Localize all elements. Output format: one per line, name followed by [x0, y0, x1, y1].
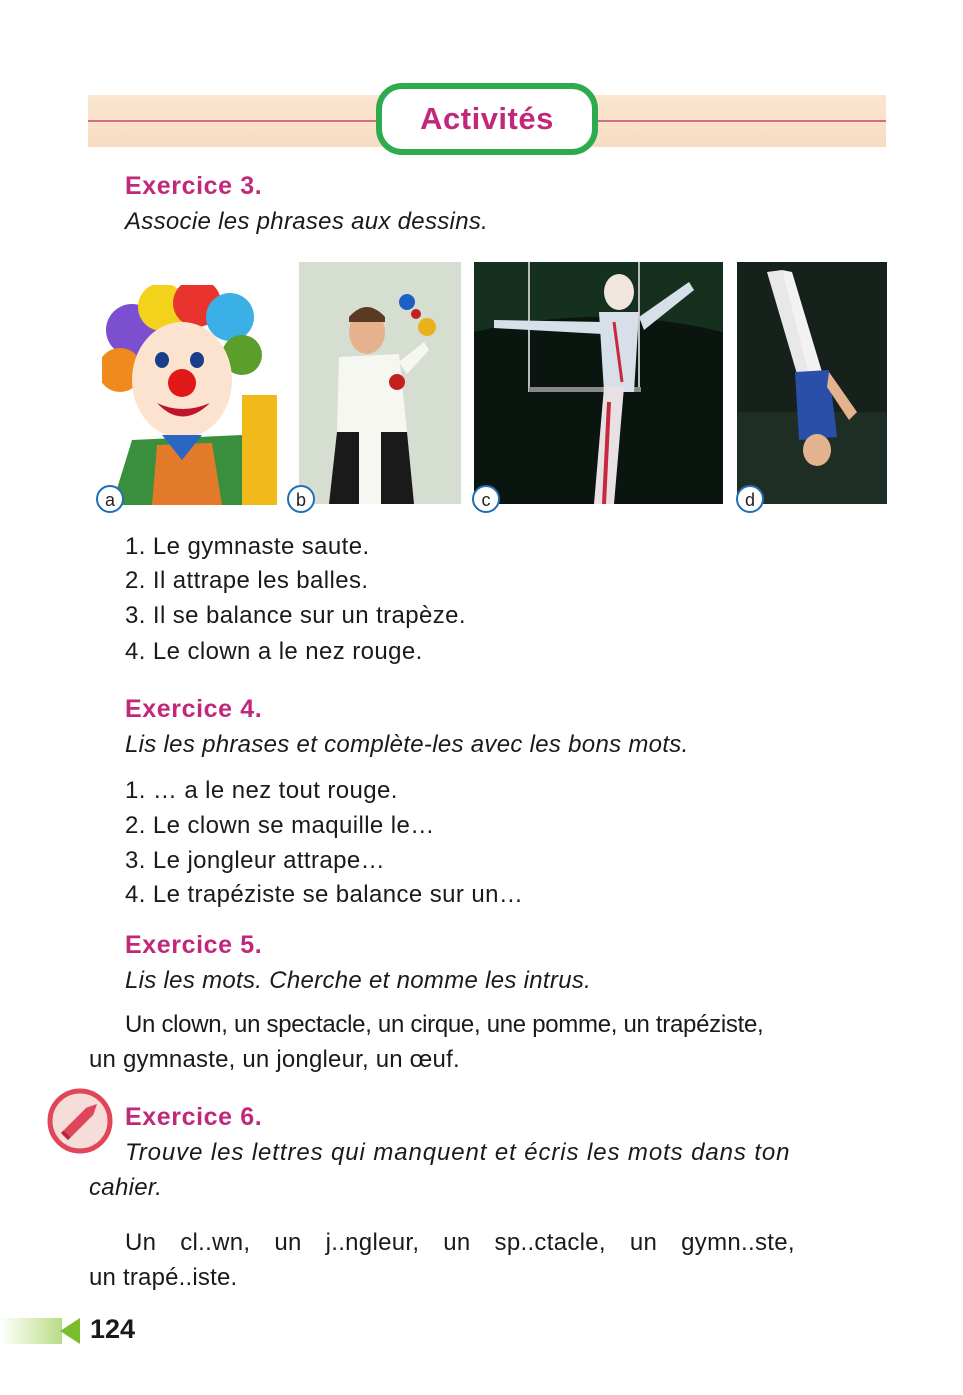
exercise-6-words-line-1: Un cl..wn, un j..ngleur, un sp..ctacle, un gymn..ste,	[125, 1229, 795, 1256]
page-number: 124	[90, 1314, 136, 1344]
footer-bar	[0, 1318, 62, 1344]
ex3-item-3: 3. Il se balance sur un trapèze.	[125, 602, 466, 629]
image-label-d: d	[736, 485, 764, 513]
exercise-6-title: Exercice 6.	[125, 1103, 263, 1131]
ex4-item-4: 4. Le trapéziste se balance sur un…	[125, 881, 524, 908]
ex4-item-1: 1. … a le nez tout rouge.	[125, 777, 398, 804]
exercise-5-instruction: Lis les mots. Cherche et nomme les intrus.	[125, 967, 592, 994]
exercise-3-instruction: Associe les phrases aux dessins.	[125, 208, 489, 235]
footer-arrow-icon	[60, 1318, 80, 1344]
image-label-c: c	[472, 485, 500, 513]
ex4-item-2: 2. Le clown se maquille le…	[125, 812, 435, 839]
section-title: Activités	[420, 101, 554, 136]
exercise-5-words-line-1: Un clown, un spectacle, un cirque, une pomme, un trapéziste,	[125, 1011, 764, 1038]
exercise-6-instruction-line-2: cahier.	[89, 1174, 163, 1201]
gymnast-photo	[737, 262, 887, 504]
clown-photo	[102, 285, 277, 505]
juggler-photo	[299, 262, 461, 504]
ex3-item-1: 1. Le gymnaste saute.	[125, 533, 370, 560]
exercise-4-title: Exercice 4.	[125, 695, 263, 723]
pencil-icon	[46, 1087, 114, 1160]
exercise-6-instruction-line-1: Trouve les lettres qui manquent et écris les mots dans ton	[125, 1139, 791, 1166]
section-title-box	[376, 83, 598, 155]
ex3-item-4: 4. Le clown a le nez rouge.	[125, 638, 423, 665]
trapeze-artist-photo	[474, 262, 723, 504]
exercise-5-words-line-2: un gymnaste, un jongleur, un œuf.	[89, 1046, 460, 1073]
exercise-4-instruction: Lis les phrases et complète-les avec les bons mots.	[125, 731, 689, 758]
exercise-5-title: Exercice 5.	[125, 931, 263, 959]
image-label-a: a	[96, 485, 124, 513]
exercise-6-words-line-2: un trapé..iste.	[89, 1264, 238, 1291]
exercise-3-title: Exercice 3.	[125, 172, 263, 200]
image-label-b: b	[287, 485, 315, 513]
ex3-item-2: 2. Il attrape les balles.	[125, 567, 369, 594]
ex4-item-3: 3. Le jongleur attrape…	[125, 847, 386, 874]
